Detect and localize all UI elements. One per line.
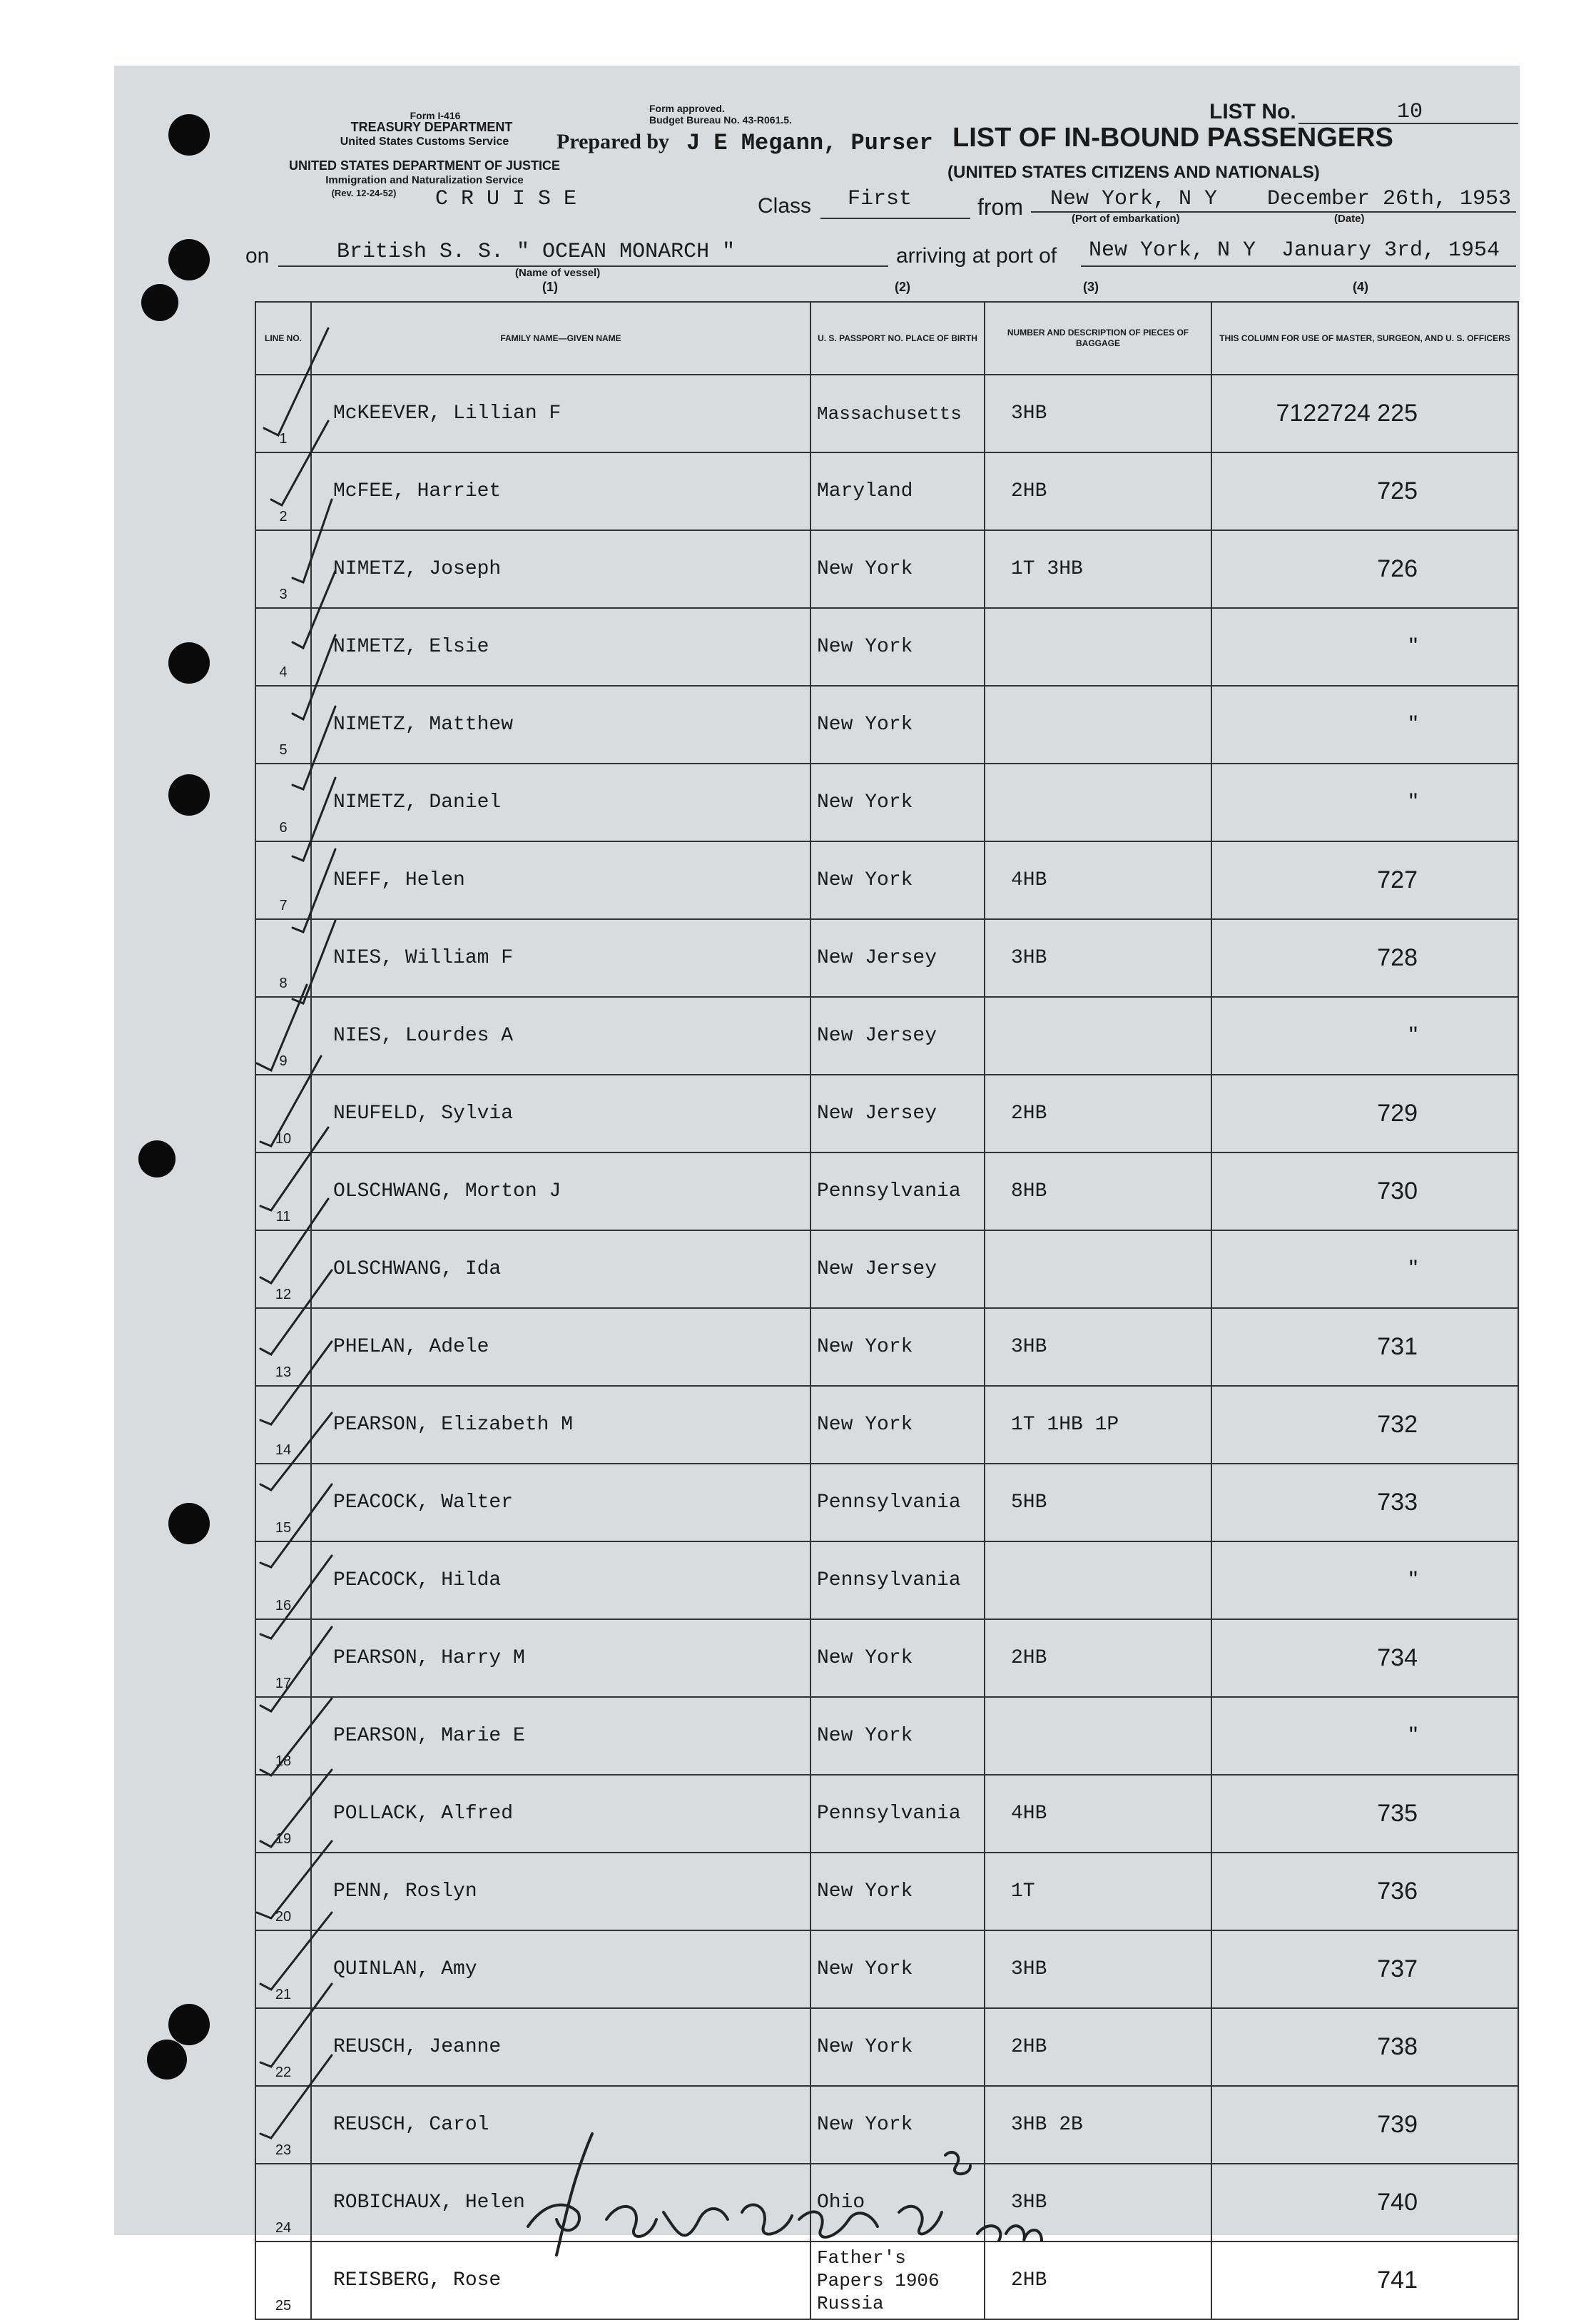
class-label: Class [758,194,812,218]
passenger-name: REISBERG, Rose [311,2242,810,2319]
place-of-birth: New York [810,530,985,608]
on-label: on [245,244,270,268]
place-of-birth: New York [810,841,985,919]
baggage: 2HB [985,1075,1211,1153]
passenger-name: NIES, William F [311,919,810,997]
vessel-caption: (Name of vessel) [515,267,601,279]
officer-note: 735 [1211,1775,1518,1853]
line-number: 3 [255,530,311,608]
officer-note: 736 [1211,1853,1518,1930]
line-number: 19 [255,1775,311,1853]
col2-caption: (2) [895,280,910,294]
passenger-name: QUINLAN, Amy [311,1930,810,2008]
officer-note: " [1211,1697,1518,1775]
baggage: 1T 1HB 1P [985,1386,1211,1464]
baggage: 2HB [985,1619,1211,1697]
header-line-no: LINE NO. [255,302,311,375]
baggage: 5HB [985,1464,1211,1541]
punch-hole [168,774,210,816]
passenger-name: NIMETZ, Joseph [311,530,810,608]
place-of-birth: New York [810,2008,985,2086]
table-row [255,1541,1518,1619]
officer-note: 731 [1211,1308,1518,1386]
officer-note: 738 [1211,2008,1518,2086]
baggage: 4HB [985,841,1211,919]
table-row [255,1619,1518,1697]
passenger-name: PHELAN, Adele [311,1308,810,1386]
place-of-birth: Pennsylvania [810,1541,985,1619]
department-of-justice: UNITED STATES DEPARTMENT OF JUSTICE [288,158,560,173]
table-row [255,1153,1518,1230]
punch-hole [168,239,210,280]
line-number: 18 [255,1697,311,1775]
passenger-name: PEARSON, Harry M [311,1619,810,1697]
line-number: 17 [255,1619,311,1697]
officer-note: 733 [1211,1464,1518,1541]
punch-hole [168,1503,210,1544]
arriving-label: arriving at port of [896,244,1057,268]
passenger-name: NIMETZ, Daniel [311,764,810,841]
baggage: 3HB [985,919,1211,997]
place-of-birth: New York [810,1697,985,1775]
table-row [255,686,1518,764]
form-title: LIST OF IN-BOUND PASSENGERS [952,123,1393,153]
table-row [255,919,1518,997]
passenger-name: NIMETZ, Matthew [311,686,810,764]
table-row [255,530,1518,608]
line-number: 21 [255,1930,311,2008]
baggage: 4HB [985,1775,1211,1853]
passenger-name: PEACOCK, Walter [311,1464,810,1541]
from-label: from [977,194,1023,220]
officer-note: 730 [1211,1153,1518,1230]
table-row [255,997,1518,1075]
table-row [255,1386,1518,1464]
budget-bureau: Budget Bureau No. 43-R061.5. [649,114,792,126]
prepared-by-label: Prepared by [556,130,670,153]
officer-note: " [1211,1230,1518,1308]
line-number: 15 [255,1464,311,1541]
line-number: 16 [255,1541,311,1619]
baggage [985,764,1211,841]
officer-note: 725 [1211,452,1518,530]
passenger-name: REUSCH, Jeanne [311,2008,810,2086]
passenger-name: PEACOCK, Hilda [311,1541,810,1619]
form-approved: Form approved. [649,103,725,114]
place-of-birth: Pennsylvania [810,1464,985,1541]
date-value: December 26th, 1953 [1267,187,1512,211]
table-row [255,452,1518,530]
line-number: 6 [255,764,311,841]
from-value: New York, N Y [1050,187,1218,211]
place-of-birth: Pennsylvania [810,1153,985,1230]
baggage [985,997,1211,1075]
baggage: 2HB [985,2242,1211,2319]
date-caption: (Date) [1334,213,1365,225]
table-row [255,1308,1518,1386]
line-number: 25 [255,2242,311,2319]
place-of-birth: New York [810,1386,985,1464]
place-of-birth: Pennsylvania [810,1775,985,1853]
baggage [985,1230,1211,1308]
line-number: 5 [255,686,311,764]
officer-note: 727 [1211,841,1518,919]
line-number: 23 [255,2086,311,2164]
header-baggage: NUMBER AND DESCRIPTION OF PIECES OF BAGGAGE [985,302,1211,375]
place-of-birth: New York [810,1853,985,1930]
treasury-department: TREASURY DEPARTMENT [350,120,513,134]
line-number: 22 [255,2008,311,2086]
table-row [255,608,1518,686]
line-number: 12 [255,1230,311,1308]
table-row [255,1930,1518,2008]
baggage: 3HB [985,375,1211,452]
line-number: 11 [255,1153,311,1230]
officer-note: " [1211,764,1518,841]
revision-date: (Rev. 12-24-52) [331,188,397,198]
form-subtitle: (UNITED STATES CITIZENS AND NATIONALS) [947,163,1320,182]
line-number: 20 [255,1853,311,1930]
table-row [255,1230,1518,1308]
passenger-name: PEARSON, Marie E [311,1697,810,1775]
table-row [255,375,1518,452]
passenger-name: POLLACK, Alfred [311,1775,810,1853]
table-row [255,1697,1518,1775]
place-of-birth: Father's Papers 1906 Russia [810,2242,985,2319]
baggage: 3HB 2B [985,2086,1211,2164]
punch-hole [168,642,210,684]
passenger-name: NIES, Lourdes A [311,997,810,1075]
line-number: 13 [255,1308,311,1386]
punch-hole [168,114,210,156]
officer-note: " [1211,1541,1518,1619]
officer-note: 737 [1211,1930,1518,2008]
line-number: 14 [255,1386,311,1464]
punch-hole [168,2004,210,2045]
line-number: 7 [255,841,311,919]
place-of-birth: New Jersey [810,919,985,997]
customs-service: United States Customs Service [340,136,509,148]
cruise-label: C R U I S E [435,187,577,211]
prepared-by-value: J E Megann, Purser [686,130,933,156]
col3-caption: (3) [1083,280,1099,294]
officer-note: 740 [1211,2164,1518,2242]
table-row [255,1775,1518,1853]
baggage [985,686,1211,764]
line-number: 2 [255,452,311,530]
passenger-name: NIMETZ, Elsie [311,608,810,686]
line-number: 4 [255,608,311,686]
table-header-row [255,302,1518,375]
punch-hole [141,284,178,321]
passenger-name: OLSCHWANG, Morton J [311,1153,810,1230]
officer-note: 726 [1211,530,1518,608]
place-of-birth: New York [810,1619,985,1697]
passenger-name: OLSCHWANG, Ida [311,1230,810,1308]
header-name: FAMILY NAME—GIVEN NAME [311,302,810,375]
officer-note: 741 [1211,2242,1518,2319]
place-of-birth: New Jersey [810,997,985,1075]
baggage: 2HB [985,2008,1211,2086]
ins-service: Immigration and Naturalization Service [325,174,524,186]
baggage [985,608,1211,686]
header-officers: THIS COLUMN FOR USE OF MASTER, SURGEON, AND U. S. OFFICERS [1211,302,1518,375]
passenger-name: REUSCH, Carol [311,2086,810,2164]
place-of-birth: New Jersey [810,1230,985,1308]
class-line [820,218,970,219]
list-no-label: LIST No. [1209,100,1296,123]
place-of-birth: Massachusetts [810,375,985,452]
punch-hole [147,2040,187,2080]
port-caption: (Port of embarkation) [1072,213,1180,225]
punch-hole [138,1140,176,1177]
officer-note: " [1211,608,1518,686]
table-row [255,1853,1518,1930]
passenger-name: NEUFELD, Sylvia [311,1075,810,1153]
line-number: 9 [255,997,311,1075]
place-of-birth: New Jersey [810,1075,985,1153]
officer-note: 729 [1211,1075,1518,1153]
officer-note: " [1211,686,1518,764]
table-row [255,2008,1518,2086]
check-marks [243,307,342,2234]
baggage: 3HB [985,1308,1211,1386]
baggage: 8HB [985,1153,1211,1230]
place-of-birth: New York [810,686,985,764]
baggage: 3HB [985,1930,1211,2008]
place-of-birth: New York [810,764,985,841]
officer-note: 732 [1211,1386,1518,1464]
header-passport: U. S. PASSPORT NO. PLACE OF BIRTH [810,302,985,375]
list-no-value: 10 [1397,100,1423,124]
baggage: 2HB [985,452,1211,530]
officer-note: " [1211,997,1518,1075]
line-number: 8 [255,919,311,997]
officer-note: 734 [1211,1619,1518,1697]
place-of-birth: New York [810,1308,985,1386]
baggage: 3HB [985,2164,1211,2242]
passenger-table [255,301,1519,2320]
officer-note: 728 [1211,919,1518,997]
table-row [255,1075,1518,1153]
place-of-birth: New York [810,608,985,686]
form-number: Form I-416 [410,110,461,121]
passenger-name: PEARSON, Elizabeth M [311,1386,810,1464]
arrival-port: New York, N Y [1089,238,1256,263]
officer-note: 739 [1211,2086,1518,2164]
baggage: 1T [985,1853,1211,1930]
passenger-name: McFEE, Harriet [311,452,810,530]
baggage: 1T 3HB [985,530,1211,608]
line-number: 10 [255,1075,311,1153]
passenger-name: PENN, Roslyn [311,1853,810,1930]
table-row [255,841,1518,919]
table-row [255,1464,1518,1541]
place-of-birth: Ohio [810,2164,985,2242]
officer-note: 7122724 225 [1211,375,1518,452]
inspector-signature [514,2127,1056,2269]
arrival-line [1081,265,1516,267]
place-of-birth: New York [810,1930,985,2008]
table-row [255,764,1518,841]
class-value: First [848,187,913,211]
baggage [985,1541,1211,1619]
place-of-birth: New York [810,2086,985,2164]
line-number: 1 [255,375,311,452]
passenger-name: ROBICHAUX, Helen [311,2164,810,2242]
line-number: 24 [255,2164,311,2242]
arrival-date: January 3rd, 1954 [1281,238,1500,263]
vessel-value: British S. S. " OCEAN MONARCH " [337,240,736,264]
baggage [985,1697,1211,1775]
passenger-name: McKEEVER, Lillian F [311,375,810,452]
place-of-birth: Maryland [810,452,985,530]
col1-caption: (1) [542,280,558,294]
col4-caption: (4) [1353,280,1368,294]
passenger-name: NEFF, Helen [311,841,810,919]
